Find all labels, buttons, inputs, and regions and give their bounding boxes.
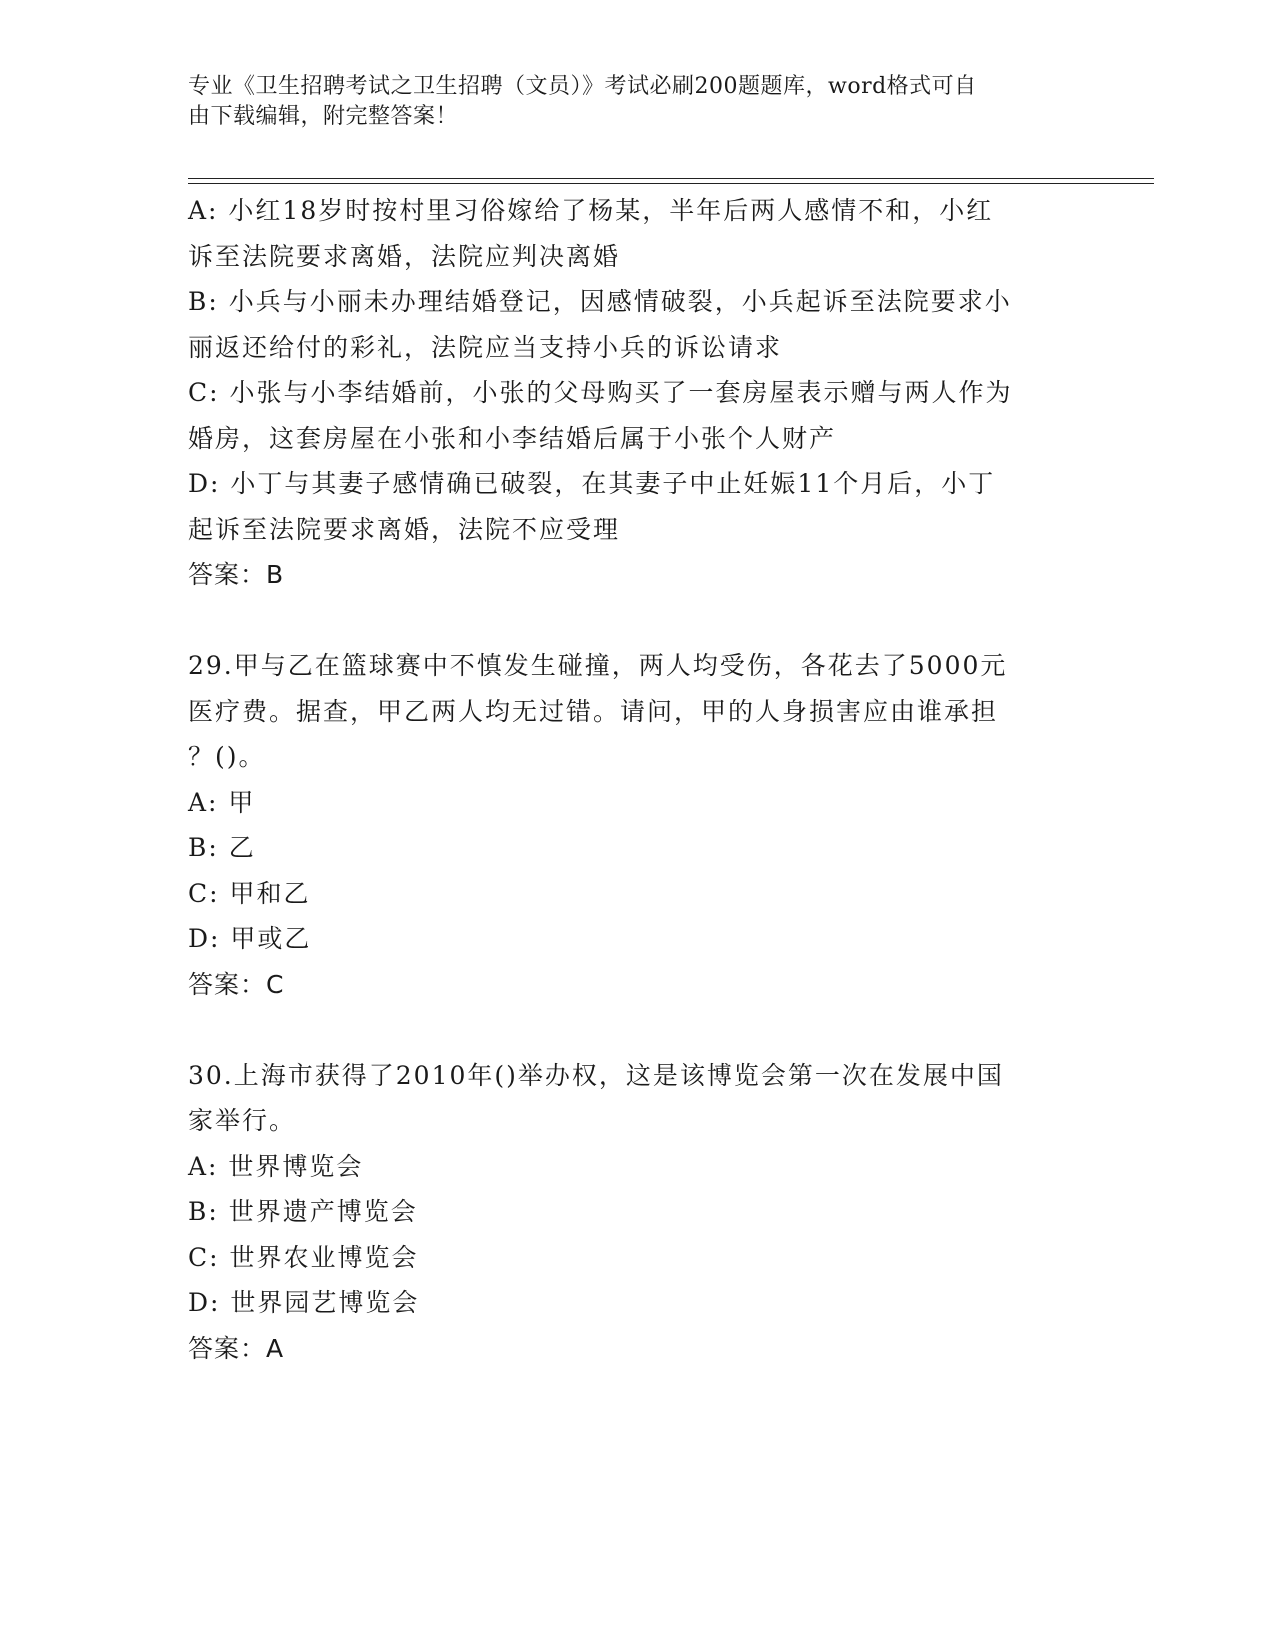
answer-29: 答案：C (188, 969, 285, 999)
option-d: D: 甲或乙 (188, 924, 312, 953)
document-header (188, 72, 1068, 132)
option-b: B: 乙 (188, 833, 256, 862)
option-d-line-2: 起诉至法院要求离婚，法院不应受理 (188, 514, 621, 544)
question-list (188, 188, 1088, 1371)
question-stem-line-1: 29.甲与乙在篮球赛中不慎发生碰撞，两人均受伤，各花去了5000元 (188, 651, 1008, 680)
header-divider-bottom (188, 183, 1154, 184)
header-line-1: 专业《卫生招聘考试之卫生招聘（文员）》考试必刷200题题库，word格式可自 (188, 74, 977, 99)
option-a: A: 甲 (188, 787, 256, 817)
option-c-line-1: C: 小张与小李结婚前，小张的父母购买了一套房屋表示赠与两人作为 (188, 378, 1013, 407)
option-d: D: 世界园艺博览会 (188, 1288, 420, 1317)
question-stem-line-3: ？()。 (188, 742, 266, 771)
spacer (188, 598, 1088, 644)
question-28 (188, 188, 1088, 598)
option-b-line-1: B: 小兵与小丽未办理结婚登记，因感情破裂，小兵起诉至法院要求小 (188, 287, 1012, 316)
header-divider-top (188, 178, 1154, 179)
option-a-line-2: 诉至法院要求离婚，法院应判决离婚 (188, 241, 621, 271)
option-a-line-1: A: 小红18岁时按村里习俗嫁给了杨某，半年后两人感情不和，小红 (188, 196, 994, 225)
option-b-line-2: 丽返还给付的彩礼，法院应当支持小兵的诉讼请求 (188, 332, 783, 362)
option-c: C: 世界农业博览会 (188, 1242, 419, 1272)
option-a: A: 世界博览会 (188, 1151, 364, 1181)
option-c-line-2: 婚房，这套房屋在小张和小李结婚后属于小张个人财产 (188, 423, 837, 453)
question-29 (188, 643, 1088, 1007)
option-b: B: 世界遗产博览会 (188, 1197, 418, 1226)
question-stem-line-2: 家举行。 (188, 1106, 297, 1135)
answer-30: 答案：A (188, 1333, 285, 1363)
question-30 (188, 1053, 1088, 1372)
question-stem-line-1: 30.上海市获得了2010年()举办权，这是该博览会第一次在发展中国 (188, 1060, 1004, 1090)
option-c: C: 甲和乙 (188, 878, 311, 908)
answer-28: 答案：B (188, 560, 285, 589)
header-line-2: 由下载编辑，附完整答案！ (188, 104, 459, 129)
spacer (188, 1007, 1088, 1053)
question-stem-line-2: 医疗费。据查，甲乙两人均无过错。请问，甲的人身损害应由谁承担 (188, 696, 999, 726)
option-d-line-1: D: 小丁与其妻子感情确已破裂，在其妻子中止妊娠11个月后，小丁 (188, 469, 996, 498)
